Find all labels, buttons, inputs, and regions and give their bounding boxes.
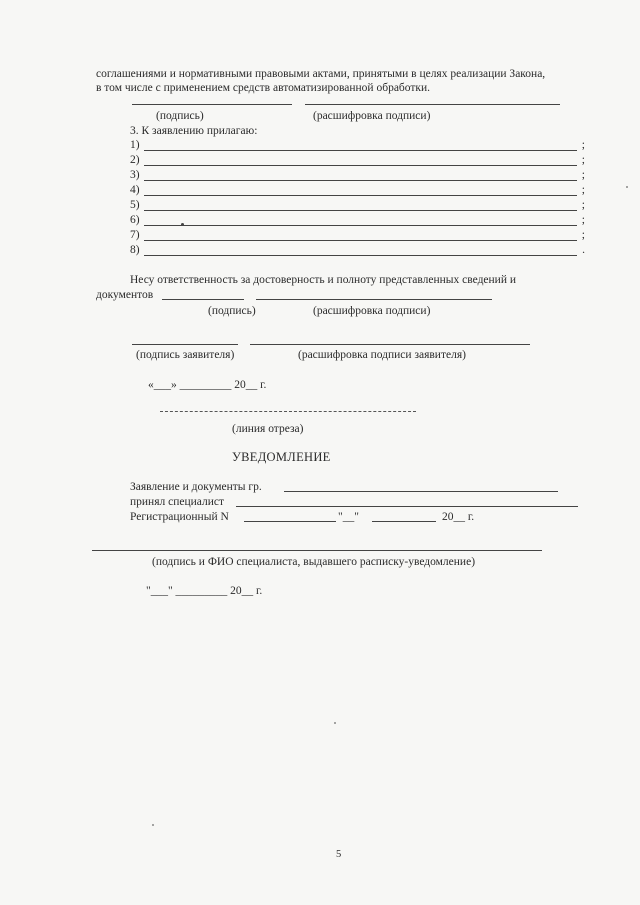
attachment-item-number: 8): [130, 244, 140, 256]
responsibility-signature-line: [162, 299, 244, 300]
applicant-signature-line: [132, 344, 238, 345]
date-line-1: «___» _________ 20__ г.: [148, 379, 267, 391]
attachment-item-number: 4): [130, 184, 140, 196]
accepted-from-line: [284, 491, 558, 492]
signature-line: [132, 104, 292, 105]
scan-speck: [152, 824, 154, 826]
applicant-signature-caption: (подпись заявителя): [136, 349, 235, 361]
attachment-item: [130, 244, 585, 258]
attachment-item-end-mark: ;: [581, 199, 585, 211]
attachment-item-fill-line: [144, 165, 577, 166]
attachment-item-number: 3): [130, 169, 140, 181]
scan-speck: [181, 223, 184, 226]
responsibility-decoding-line: [256, 299, 492, 300]
signature-caption: (подпись): [156, 110, 204, 122]
attachment-item-end-mark: ;: [581, 214, 585, 226]
attachment-item-fill-line: [144, 210, 577, 211]
consent-text-line-2: в том числе с применением средств автоматизированной обработки.: [96, 82, 431, 94]
attachment-item-number: 6): [130, 214, 140, 226]
attachment-item-end-mark: ;: [581, 139, 585, 151]
reg-month-line: [372, 521, 436, 522]
responsibility-text-line-1: Несу ответственность за достоверность и полноту представленных сведений и: [130, 274, 517, 286]
applicant-decoding-line: [250, 344, 530, 345]
notice-title: УВЕДОМЛЕНИЕ: [232, 450, 331, 464]
signature-decoding-line: [305, 104, 560, 105]
signature-decoding-caption: (расшифровка подписи): [313, 110, 431, 122]
scan-speck: [334, 722, 336, 724]
responsibility-text-line-2: документов: [96, 289, 154, 301]
signature-caption-2: (подпись): [208, 305, 256, 317]
notice-reg-number: Регистрационный N: [130, 511, 229, 523]
notice-accepted-by: принял специалист: [130, 496, 225, 508]
reg-number-line: [244, 521, 336, 522]
attachment-item: [130, 199, 585, 213]
attachment-item-end-mark: ;: [581, 169, 585, 181]
attachment-item-fill-line: [144, 195, 577, 196]
attachment-item-fill-line: [144, 255, 577, 256]
reg-date-quotes: "__": [338, 511, 359, 523]
attachment-item-number: 2): [130, 154, 140, 166]
scan-speck: [626, 186, 628, 188]
cut-line: [160, 411, 416, 412]
specialist-signature-caption: (подпись и ФИО специалиста, выдавшего расписку-уведомление): [152, 556, 476, 568]
page-number: 5: [336, 849, 342, 860]
attachment-item-fill-line: [144, 150, 577, 151]
attachment-item: [130, 139, 585, 153]
attachment-item-number: 7): [130, 229, 140, 241]
attachment-item-end-mark: ;: [581, 184, 585, 196]
attachment-item-fill-line: [144, 225, 577, 226]
attachment-item-number: 1): [130, 139, 140, 151]
consent-text-line-1: соглашениями и нормативными правовыми актами, принятыми в целях реализации Закона,: [96, 68, 546, 80]
specialist-signature-line: [92, 550, 542, 551]
notice-accepted-from: Заявление и документы гр.: [130, 481, 262, 493]
attachment-item: [130, 169, 585, 183]
accepted-by-line: [236, 506, 578, 507]
cut-line-caption: (линия отреза): [232, 423, 304, 435]
applicant-decoding-caption: (расшифровка подписи заявителя): [298, 349, 466, 361]
attachment-item-end-mark: ;: [581, 154, 585, 166]
attachment-item: [130, 154, 585, 168]
attachment-item: [130, 184, 585, 198]
attachment-item-end-mark: ;: [581, 229, 585, 241]
attachment-item-end-mark: .: [582, 244, 585, 256]
attachment-item-fill-line: [144, 180, 577, 181]
attachments-heading: 3. К заявлению прилагаю:: [130, 125, 258, 137]
attachment-item-number: 5): [130, 199, 140, 211]
attachment-item: [130, 214, 585, 228]
attachment-item: [130, 229, 585, 243]
attachment-item-fill-line: [144, 240, 577, 241]
date-line-2: "___" _________ 20__ г.: [146, 585, 263, 597]
reg-year: 20__ г.: [442, 511, 475, 523]
signature-decoding-caption-2: (расшифровка подписи): [313, 305, 431, 317]
